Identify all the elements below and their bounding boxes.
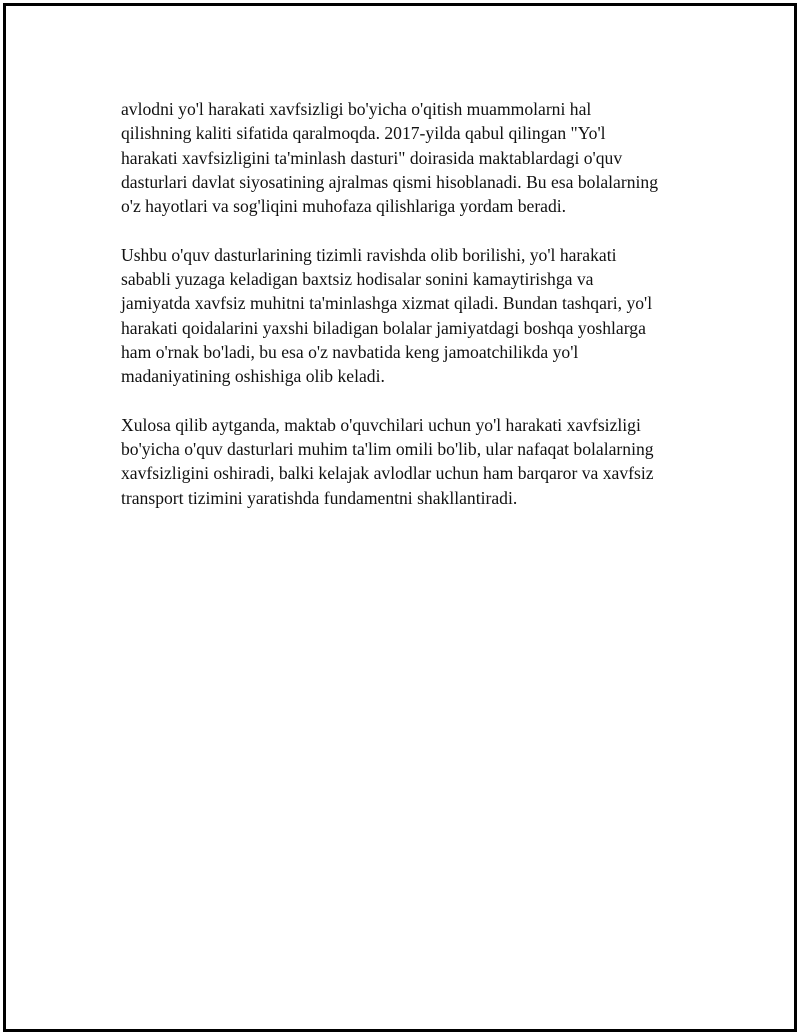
paragraph-line: sababli yuzaga keladigan baxtsiz hodisalar sonini kamaytirishga va [121,269,594,290]
paragraph-3 [121,413,701,510]
paragraph-line: harakati xavfsizligini ta'minlash dasturi" doirasida maktablardagi o'quv [121,147,623,168]
paragraph-line: Xulosa qilib aytganda, maktab o'quvchilari uchun yo'l harakati xavfsizligi [121,414,641,435]
paragraph-line: qilishning kaliti sifatida qaralmoqda. 2017-yilda qabul qilingan "Yo'l [121,123,606,144]
paragraph-line: transport tizimini yaratishda fundamentni shakllantiradi. [121,487,518,508]
document-body [121,97,701,534]
paragraph-line: avlodni yo'l harakati xavfsizligi bo'yicha o'qitish muammolarni hal [121,99,592,119]
paragraph-1 [121,97,701,218]
paragraph-line: bo'yicha o'quv dasturlari muhim ta'lim omili bo'lib, ular nafaqat bolalarning [121,439,654,460]
paragraph-line: jamiyatda xavfsiz muhitni ta'minlashga xizmat qiladi. Bundan tashqari, yo'l [121,293,653,314]
paragraph-line: xavfsizligini oshiradi, balki kelajak avlodlar uchun ham barqaror va xavfsiz [121,463,654,484]
paragraph-line: Ushbu o'quv dasturlarining tizimli ravishda olib borilishi, yo'l harakati [121,244,617,265]
paragraph-line: o'z hayotlari va sog'liqini muhofaza qilishlariga yordam beradi. [121,196,567,217]
document-page [3,3,797,1032]
paragraph-line: harakati qoidalarini yaxshi biladigan bolalar jamiyatdagi boshqa yoshlarga [121,317,646,338]
paragraph-line: ham o'rnak bo'ladi, bu esa o'z navbatida keng jamoatchilikda yo'l [121,341,579,362]
paragraph-line: madaniyatining oshishiga olib keladi. [121,366,385,387]
paragraph-2 [121,243,701,389]
paragraph-line: dasturlari davlat siyosatining ajralmas qismi hisoblanadi. Bu esa bolalarning [121,171,658,192]
